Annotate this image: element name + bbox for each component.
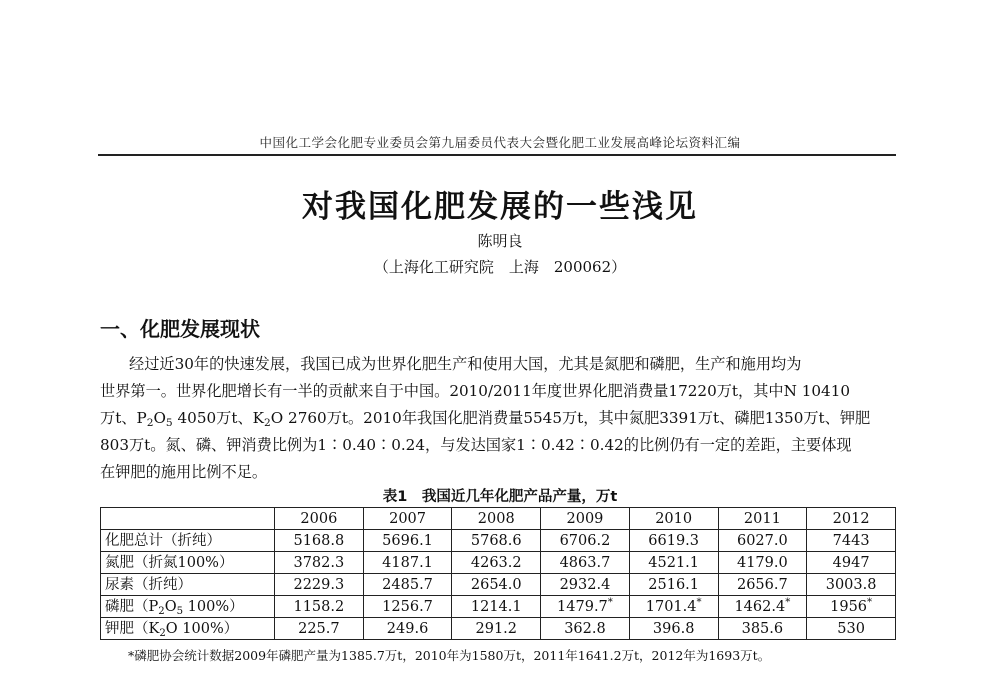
table-cell: 2654.0: [452, 574, 541, 596]
table-corner-cell: [101, 508, 275, 530]
row-label: 化肥总计（折纯）: [101, 530, 275, 552]
row-label: 钾肥（$K_2O$ 100%）: [101, 618, 275, 640]
footnote-mark: *: [607, 596, 613, 608]
footnote-mark: *: [696, 596, 702, 608]
table-header-row: [101, 508, 896, 530]
table-cell: 3003.8: [807, 574, 896, 596]
table-cell: 362.8: [541, 618, 630, 640]
table-row: [101, 596, 896, 618]
table-cell: 4521.1: [629, 552, 718, 574]
table-cell: 4187.1: [363, 552, 452, 574]
table-cell: 1256.7: [363, 596, 452, 618]
year-header: 2011: [718, 508, 807, 530]
year-header: 2007: [363, 508, 452, 530]
table-caption: 表1 我国近几年化肥产品产量，万t: [382, 489, 618, 505]
table-cell: 5696.1: [363, 530, 452, 552]
cut-off-text-line: [100, 676, 896, 684]
table-cell: 6619.3: [629, 530, 718, 552]
table-cell: 4947: [807, 552, 896, 574]
section-heading: 一、化肥发展现状: [100, 317, 260, 341]
footnote-mark: *: [785, 596, 791, 608]
paragraph-line-5: 在钾肥的施用比例不足。: [100, 463, 268, 481]
row-label: 氮肥（折氮100%）: [101, 552, 275, 574]
table-cell: 6027.0: [718, 530, 807, 552]
table-cell: 4863.7: [541, 552, 630, 574]
table-cell: 530: [807, 618, 896, 640]
table-row: [101, 618, 896, 640]
table-cell: 3782.3: [275, 552, 364, 574]
paragraph-line-1: 经过近30年的快速发展，我国已成为世界化肥生产和使用大国，尤其是氮肥和磷肥，生产和施用均为: [129, 355, 802, 373]
table-cell: 225.7: [275, 618, 364, 640]
header-rule: [98, 154, 896, 156]
table-cell: 6706.2: [541, 530, 630, 552]
year-header: 2006: [275, 508, 364, 530]
table-cell: 4179.0: [718, 552, 807, 574]
year-header: 2009: [541, 508, 630, 530]
year-header: 2008: [452, 508, 541, 530]
table-cell: 1214.1: [452, 596, 541, 618]
table-cell: 5168.8: [275, 530, 364, 552]
paper-title: 对我国化肥发展的一些浅见: [302, 189, 698, 225]
paragraph-line-3: 万t、$P_2O_5$ 4050万t、$K_2O$ 2760万t。2010年我国化肥消费量5545万t，其中氮肥3391万t、磷肥1350万t、钾肥: [100, 409, 871, 429]
table-row: [101, 574, 896, 596]
table-cell: 291.2: [452, 618, 541, 640]
table-cell: 396.8: [629, 618, 718, 640]
table-cell: 2485.7: [363, 574, 452, 596]
table-cell: 1158.2: [275, 596, 364, 618]
table-cell: 1462.4*: [718, 596, 807, 618]
table-cell: 4263.2: [452, 552, 541, 574]
paragraph-line-2: 世界第一。世界化肥增长有一半的贡献来自于中国。2010/2011年度世界化肥消费量17220万t，其中N 10410: [100, 382, 851, 400]
year-header: 2010: [629, 508, 718, 530]
table-row: [101, 552, 896, 574]
table-cell: 7443: [807, 530, 896, 552]
row-label: 尿素（折纯）: [101, 574, 275, 596]
year-header: 2012: [807, 508, 896, 530]
fertilizer-production-table: [100, 507, 896, 640]
table-cell: 1956*: [807, 596, 896, 618]
table-footnote: *磷肥协会统计数据2009年磷肥产量为1385.7万t，2010年为1580万t，2011年1641.2万t，2012年为1693万t。: [128, 648, 771, 663]
table-cell: 2229.3: [275, 574, 364, 596]
table-cell: 2656.7: [718, 574, 807, 596]
table-cell: 5768.6: [452, 530, 541, 552]
table-row: [101, 530, 896, 552]
running-header: 中国化工学会化肥专业委员会第九届委员代表大会暨化肥工业发展高峰论坛资料汇编: [259, 135, 741, 150]
table-cell: 1701.4*: [629, 596, 718, 618]
row-label: 磷肥（$P_2O_5$ 100%）: [101, 596, 275, 618]
table-cell: 249.6: [363, 618, 452, 640]
table-cell: 2516.1: [629, 574, 718, 596]
table-cell: 2932.4: [541, 574, 630, 596]
table-cell: 385.6: [718, 618, 807, 640]
table-cell: 1479.7*: [541, 596, 630, 618]
author-name: 陈明良: [477, 232, 523, 250]
author-affiliation: （上海化工研究院 上海 200062）: [373, 258, 627, 276]
paragraph-line-4: 803万t。氮、磷、钾消费比例为1∶0.40∶0.24，与发达国家1∶0.42∶0.42的比例仍有一定的差距，主要体现: [100, 436, 852, 454]
footnote-mark: *: [867, 596, 873, 608]
